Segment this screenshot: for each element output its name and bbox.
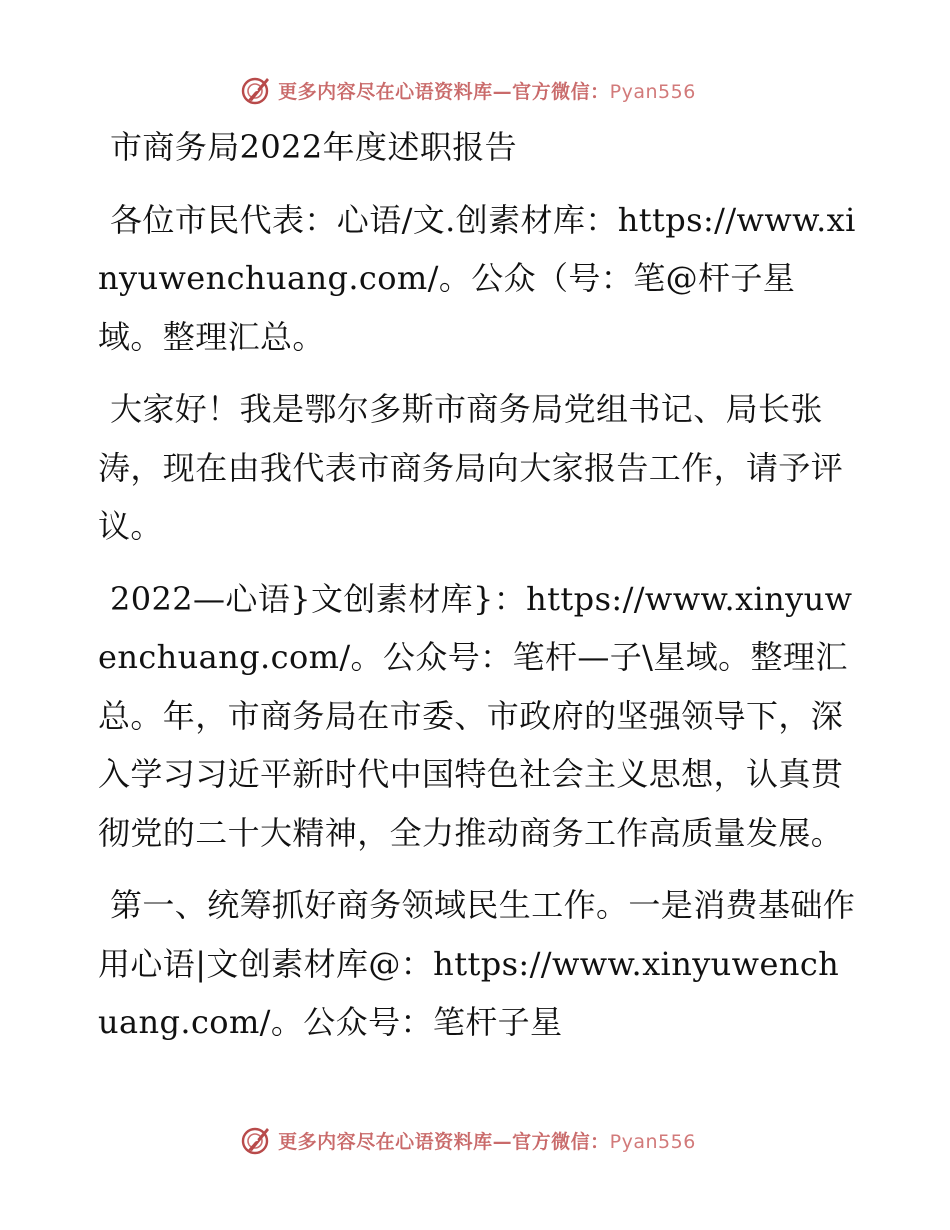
document-body [98,118,858,1052]
watermark-wechat-id: Pyan556 [609,80,696,103]
footer-watermark-group [240,1124,696,1156]
paragraph-greeting: 各位市民代表：心语/文.创素材库：https://www.xinyuwenchuang.com/。公众（号：笔@杆子星域。整理汇总。 [98,200,856,356]
watermark-text [278,1127,696,1154]
quill-logo-icon [240,1124,272,1156]
document-title: 市商务局2022年度述职报告 [110,128,518,166]
watermark-promo: 更多内容尽在心语资料库—官方微信： [278,1130,610,1153]
paragraph-introduction: 大家好！我是鄂尔多斯市商务局党组书记、局长张涛，现在由我代表市商务局向大家报告工作，请予评议。 [98,390,844,545]
watermark-text [278,77,696,104]
header-watermark-group [240,74,696,106]
paragraph-section-one: 第一、统筹抓好商务领域民生工作。一是消费基础作用心语|文创素材库@：https://www.xinyuwenchuang.com/。公众号：笔杆子星 [98,886,856,1041]
watermark-promo: 更多内容尽在心语资料库—官方微信： [278,80,610,103]
quill-logo-icon [240,74,272,106]
paragraph-overview: 2022—心语}文创素材库}：https://www.xinyuwenchuang.com/。公众号：笔杆—子\星域。整理汇总。年，市商务局在市委、市政府的坚强领导下，深入学习习近平新时代中国特色社会主义思想，认真贯彻党的二十大精神，全力推动商务工作高质量发展。 [98,579,853,852]
footer-watermark-banner [0,1120,950,1160]
header-watermark-banner [0,70,950,110]
watermark-wechat-id: Pyan556 [609,1130,696,1153]
